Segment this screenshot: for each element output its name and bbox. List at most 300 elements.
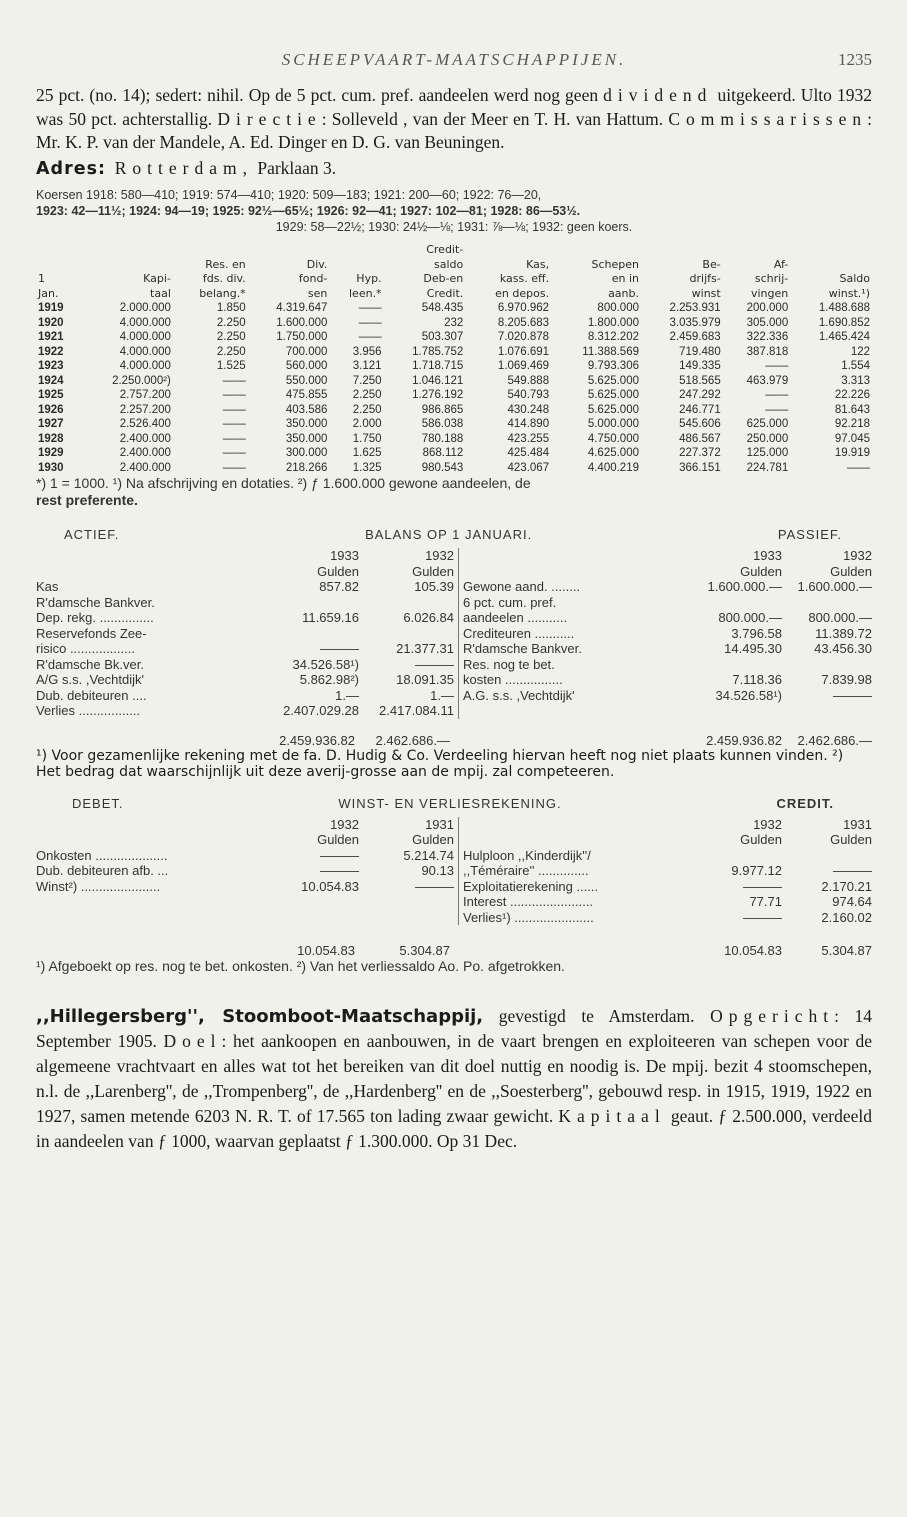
row-label: A.G. s.s. ,Vechtdijk' [463, 687, 575, 703]
row-label: Res. nog te bet. [463, 656, 555, 672]
table-cell: 4.000.000 [119, 316, 171, 329]
list-item [463, 626, 872, 642]
balans-right-title: PASSIEF. [777, 527, 842, 542]
row-value: 6.026.84 [403, 610, 454, 625]
list-item [463, 579, 872, 595]
wv-footnote: ¹) Afgeboekt op res. nog te bet. onkosten. ²) Van het verliessaldo Ao. Po. afgetrokken. [36, 958, 565, 974]
balans-passief-year-header: 1933 1932 [753, 548, 872, 563]
table-cell: 2.000.000 [119, 302, 171, 314]
row-value: 18.091.35 [396, 672, 454, 687]
history-col-header-line: Res. en [205, 257, 246, 271]
row-label: Dep. rekg. ............... [36, 610, 154, 625]
table-cell: 81.643 [834, 403, 870, 416]
row-label: A/G s.s. ,Vechtdijk' [36, 672, 144, 687]
row-label: ,,Téméraire'' .............. [463, 863, 589, 878]
table-cell: 1929 [38, 447, 64, 459]
list-item [36, 688, 454, 704]
history-col-header [36, 243, 80, 301]
table-cell: 250.000 [746, 432, 789, 445]
row-value: 2.417.084.11 [379, 703, 454, 718]
row-value: 5.214.74 [403, 847, 454, 863]
balans-actief-unit-header: Gulden Gulden [317, 563, 454, 579]
history-table-header [36, 243, 872, 301]
table-row [36, 330, 872, 345]
table-cell: 3.035.979 [669, 316, 721, 329]
row-value [672, 657, 782, 673]
row-value: ——— [320, 863, 359, 878]
list-item [36, 672, 454, 688]
table-cell: 719.480 [679, 345, 721, 358]
table-cell: —— [222, 403, 246, 416]
table-row [36, 374, 872, 389]
history-table-body [36, 301, 872, 475]
wv-credit [459, 817, 872, 926]
table-cell: 224.781 [746, 461, 789, 474]
row-value: 1.600.000.— [707, 579, 782, 594]
list-item [36, 863, 454, 879]
table-cell: 549.888 [507, 374, 550, 387]
history-col-header-line: Kas, [526, 257, 550, 271]
wv-center-title: WINST- EN VERLIESREKENING. [338, 795, 562, 811]
table-cell: 1925 [38, 389, 64, 401]
table-cell: 1928 [38, 432, 64, 445]
row-value: 10.054.83 [301, 878, 359, 894]
row-value: 1.— [335, 687, 359, 703]
table-cell: 149.335 [679, 360, 721, 372]
history-col-header [723, 243, 791, 301]
balans-total-passief-1933: 2.459.936.82 [706, 732, 782, 748]
intro-paragraph: 25 pct. (no. 14); sedert: nihil. Op de 5 pct. cum. pref. aandeelen werd nog geen dividend uitgekeerd. Ulto 1932 was 50 pct. achterstallig. Directie: Solleveld , van der Meer en T. H. van Hattum. Commissarissen: Mr. K. P. van der Mandele, A. Ed. Dinger en D. G. van Beuningen. [36, 85, 872, 152]
wv-left-title: DEBET. [72, 795, 124, 811]
table-cell: 227.372 [679, 447, 721, 459]
table-cell: 414.890 [507, 418, 550, 430]
wv-total-debet-1932: 10.054.83 [297, 943, 355, 958]
table-cell: 8.205.683 [497, 316, 550, 329]
wv-total-credit-1931: 5.304.87 [821, 943, 872, 958]
row-label: Verlies ................. [36, 703, 141, 718]
balans-passief [459, 548, 872, 719]
table-cell: 4.319.647 [276, 302, 328, 314]
table-cell: 1.718.715 [412, 360, 464, 372]
wv-title-row [36, 796, 872, 811]
table-cell: 780.188 [421, 432, 464, 445]
balans-title-row [36, 527, 872, 542]
row-value: 1.600.000.— [797, 579, 872, 594]
running-header [36, 50, 872, 84]
table-cell: 6.970.962 [497, 302, 550, 314]
table-cell: —— [765, 389, 789, 401]
history-note [36, 475, 872, 509]
row-value: 21.377.31 [396, 641, 454, 656]
table-cell: 1.625 [352, 447, 382, 459]
table-cell: 2.250 [216, 331, 246, 343]
list-item [463, 879, 872, 895]
table-cell: 4.000.000 [119, 331, 171, 343]
row-value [672, 595, 782, 611]
table-row [36, 432, 872, 447]
list-item [463, 610, 872, 626]
row-value: 14.495.30 [724, 641, 782, 656]
table-cell: 4.750.000 [587, 432, 639, 445]
table-row [36, 345, 872, 360]
table-cell: 1.488.688 [818, 302, 870, 314]
history-col-header-line: aanb. [608, 286, 639, 300]
table-cell: 1.325 [352, 461, 382, 474]
table-cell: 122 [850, 345, 870, 358]
history-col-header-line: Deb-en [423, 272, 464, 285]
row-value: 7.118.36 [732, 672, 782, 687]
history-col-header [641, 243, 723, 301]
table-cell: —— [358, 316, 382, 329]
row-label: Reservefonds Zee- [36, 625, 147, 641]
table-cell: —— [847, 461, 870, 474]
row-value: 9.977.12 [731, 863, 782, 878]
table-cell: 3.313 [841, 374, 870, 387]
balans-total-passief-1932: 2.462.686.— [797, 732, 872, 748]
row-value: 11.389.72 [815, 625, 872, 641]
table-cell: 1.750 [352, 432, 382, 445]
row-value: 974.64 [832, 894, 872, 909]
row-value: ——— [833, 863, 872, 878]
table-row [36, 316, 872, 331]
row-value: 1.— [430, 687, 454, 703]
wv-debet [36, 817, 459, 926]
row-label: Gewone aand. ........ [463, 579, 581, 594]
table-cell: 246.771 [679, 403, 721, 416]
table-cell: 125.000 [746, 447, 789, 459]
koersen-block [36, 187, 872, 235]
table-cell: 5.625.000 [587, 389, 639, 401]
balans-total-actief-1933: 2.459.936.82 [279, 732, 355, 748]
table-cell: 19.919 [834, 447, 870, 459]
table-cell: 2.250.000²) [112, 374, 171, 387]
history-col-header-line: kass. eff. [499, 272, 550, 285]
table-row [36, 301, 872, 316]
table-cell: 540.793 [507, 389, 550, 401]
page [36, 50, 872, 1172]
table-row [36, 388, 872, 403]
row-label: Dub. debiteuren .... [36, 687, 147, 703]
table-cell: 486.567 [679, 432, 721, 445]
row-label: Kas [36, 579, 59, 594]
history-col-header-line: fond- [298, 272, 328, 285]
row-label: 6 pct. cum. pref. [463, 594, 557, 610]
koersen-line-2: 1923: 42—11½; 1924: 94—19; 1925: 92½—65½; 1926: 92—41; 1927: 102—81; 1928: 86—53½. [36, 204, 581, 218]
table-cell: 700.000 [285, 345, 328, 358]
row-label: Onkosten .................... [36, 847, 168, 863]
wv-right-title: CREDIT. [776, 795, 834, 811]
row-value: 77.71 [749, 894, 782, 909]
history-col-header [329, 243, 383, 301]
table-cell: 2.250 [352, 389, 382, 401]
table-row [36, 461, 872, 476]
history-note-line-2: rest preferente. [36, 492, 138, 508]
row-label: Exploitatierekening ...... [463, 878, 599, 894]
history-col-header-line: leen.* [349, 286, 382, 300]
row-value [254, 595, 359, 611]
table-cell: 2.250 [216, 345, 246, 358]
history-col-header-line: vingen [750, 286, 789, 300]
row-value: 3.796.58 [731, 625, 782, 641]
list-item [463, 688, 872, 704]
table-row [36, 446, 872, 461]
history-col-header-line: Credit. [426, 286, 464, 300]
table-cell: 980.543 [421, 461, 464, 474]
row-value: 43.456.30 [814, 641, 872, 656]
history-col-header-line: Be- [702, 257, 721, 271]
table-cell: 475.855 [285, 389, 328, 401]
table-cell: 2.253.931 [669, 302, 721, 314]
history-table [36, 243, 872, 475]
table-cell: 2.459.683 [669, 331, 721, 343]
table-cell: —— [222, 374, 246, 387]
balans-total-actief-1932: 2.462.686.— [375, 732, 450, 748]
row-value: ——— [415, 878, 454, 894]
table-cell: 1.046.121 [412, 374, 464, 387]
row-label: kosten ................ [463, 672, 563, 687]
wv-debet-unit-header: Gulden Gulden [317, 832, 454, 847]
table-cell: 1919 [38, 302, 64, 314]
table-cell: 5.625.000 [587, 374, 639, 387]
row-value: 7.839.98 [821, 672, 872, 687]
table-cell: 545.606 [679, 418, 721, 430]
row-value [782, 595, 872, 611]
company-name: ,,Hillegersberg'', Stoomboot-Maatschappij, [36, 1006, 484, 1027]
table-cell: —— [222, 418, 246, 430]
table-cell: 1927 [38, 418, 64, 430]
list-item [463, 641, 872, 657]
table-cell: 625.000 [746, 418, 789, 430]
table-cell: 423.067 [507, 461, 550, 474]
row-value: ——— [743, 909, 782, 925]
table-cell: 4.625.000 [587, 447, 639, 459]
table-cell: 423.255 [507, 432, 550, 445]
wv-total-debet-1931: 5.304.87 [399, 943, 450, 958]
row-value: 34.526.58¹) [715, 687, 782, 703]
wv-credit-unit-header: Gulden Gulden [740, 832, 872, 847]
table-cell: 300.000 [285, 447, 328, 459]
list-item [36, 579, 454, 595]
row-label: Winst²) ...................... [36, 878, 161, 894]
table-cell: 7.020.878 [497, 331, 550, 343]
history-col-header [248, 243, 330, 301]
table-cell: 2.757.200 [119, 389, 171, 401]
table-cell: 986.865 [421, 403, 464, 416]
table-cell: 430.248 [507, 403, 550, 416]
table-cell: 4.400.219 [587, 461, 639, 474]
history-col-header-line: Kapi- [143, 272, 171, 285]
table-cell: 97.045 [834, 432, 870, 445]
table-cell: 586.038 [421, 418, 464, 430]
wv-sheet [36, 817, 872, 926]
table-cell: 1930 [38, 461, 64, 474]
table-cell: 1.554 [841, 360, 870, 372]
balans-totals [36, 733, 872, 748]
balans-footnote: ¹) Voor gezamenlijke rekening met de fa. D. Hudig & Co. Verdeeling hiervan heeft nog niet plaats kunnen vinden. ²) Het bedrag dat waarschijnlijk uit deze averij-grosse aan de mpij. zal competeeren. [36, 747, 844, 780]
table-row [36, 403, 872, 418]
history-col-header-line: drijfs- [689, 272, 721, 285]
table-cell: 1.069.469 [497, 360, 550, 372]
table-cell: 518.565 [679, 374, 721, 387]
balans-center-title: BALANS OP 1 JANUARI. [365, 527, 533, 542]
history-col-header [790, 243, 872, 301]
table-cell: 92.218 [834, 418, 870, 430]
history-col-header [173, 243, 248, 301]
table-cell: 232 [444, 316, 464, 329]
history-col-header-line: Hyp. [356, 272, 382, 285]
table-cell: 2.400.000 [119, 447, 171, 459]
table-cell: —— [765, 403, 789, 416]
table-cell: 1924 [38, 374, 64, 387]
history-col-header [465, 243, 551, 301]
history-col-header-line: en in [611, 272, 639, 285]
table-cell: 366.151 [679, 461, 721, 474]
history-col-header-line: winst.¹) [828, 286, 870, 300]
history-col-header-line: 1 [38, 272, 45, 285]
row-label: Dub. debiteuren afb. ... [36, 863, 169, 878]
table-cell: —— [222, 432, 246, 445]
row-value: 5.862.98²) [299, 672, 359, 687]
row-value: ——— [743, 878, 782, 894]
table-cell: 4.000.000 [119, 360, 171, 372]
row-value: 2.170.21 [821, 878, 872, 894]
row-label: Interest ....................... [463, 894, 594, 909]
balans-left-title: ACTIEF. [64, 527, 120, 542]
table-cell: 2.000 [352, 418, 382, 430]
list-item [36, 641, 454, 657]
history-col-header-line: Credit- [426, 243, 464, 256]
table-cell: 1.750.000 [276, 331, 328, 343]
table-cell: 1.600.000 [276, 316, 328, 329]
table-cell: 387.818 [746, 345, 789, 358]
list-item [36, 657, 454, 673]
history-col-header-line: winst [691, 286, 721, 300]
history-col-header-line: en depos. [495, 286, 550, 300]
history-col-header-line: fds. div. [202, 272, 246, 285]
table-cell: 403.586 [285, 403, 328, 416]
table-cell: 218.266 [285, 461, 328, 474]
table-cell: 550.000 [285, 374, 328, 387]
koersen-line-1: Koersen 1918: 580—410; 1919: 574—410; 1920: 509—183; 1921: 200—60; 1922: 76—20, [36, 188, 542, 202]
row-value: 105.39 [414, 579, 454, 594]
table-row [36, 417, 872, 432]
table-cell: 22.226 [834, 389, 870, 401]
list-item [463, 657, 872, 673]
balans-actief-year-header: 1933 1932 [330, 548, 454, 563]
table-row [36, 359, 872, 374]
table-cell: 1.276.192 [412, 389, 464, 401]
row-label: R'damsche Bk.ver. [36, 656, 144, 672]
page-number: 1235 [838, 50, 872, 69]
list-item [36, 703, 454, 719]
company-entry: ,,Hillegersberg'', Stoomboot-Maatschappij, gevestigd te Amsterdam. Opgericht: 14 September 1905. Doel: het aankoopen en aanbouwen, in de vaart brengen en exploiteeren van schepen voor de algemeene vrachtvaart en alles wat tot het bereiken van dit doel nuttig en noodig is. De mpij. bezit 4 stoomschepen, n.l. de ,,Larenberg'', de ,,Trompenberg'', de ,,Hardenberg'' en de ,,Soesterberg'', gebouwd resp. in 1915, 1919, 1922 en 1927, samen metende 6203 N. R. T. of 17.565 ton lading zwaar gewicht. Kapitaal geaut. ƒ 2.500.000, verdeeld in aandeelen van ƒ 1000, waarvan geplaatst ƒ 1.300.000. Op 31 Dec. [36, 1006, 872, 1151]
table-cell: 1922 [38, 345, 64, 358]
table-cell: 1.525 [216, 360, 246, 372]
history-col-header-line: Jan. [38, 286, 59, 300]
table-cell: —— [222, 447, 246, 459]
history-col-header [384, 243, 466, 301]
table-cell: 1.465.424 [818, 331, 870, 343]
table-cell: 5.625.000 [587, 403, 639, 416]
table-cell: 1923 [38, 360, 64, 372]
row-label: Crediteuren ........... [463, 625, 575, 641]
row-value [254, 626, 359, 642]
table-cell: 305.000 [746, 316, 789, 329]
table-cell: 2.526.400 [119, 418, 171, 430]
list-item [36, 595, 454, 611]
table-cell: 247.292 [679, 389, 721, 401]
table-cell: 560.000 [285, 360, 328, 372]
table-cell: 1.690.852 [818, 316, 870, 329]
table-cell: 1920 [38, 316, 64, 329]
row-value: ——— [833, 687, 872, 703]
table-cell: 800.000 [597, 302, 639, 314]
table-cell: 8.312.202 [587, 331, 639, 343]
table-cell: 350.000 [285, 432, 328, 445]
table-cell: 11.388.569 [582, 345, 639, 358]
row-value [782, 657, 872, 673]
row-label: Hulploon ,,Kinderdijk''/ [463, 847, 591, 863]
table-cell: 1921 [38, 331, 64, 343]
list-item [36, 626, 454, 642]
row-value [782, 848, 872, 864]
history-col-header-line: Schepen [591, 257, 639, 271]
row-label: aandeelen ........... [463, 610, 568, 625]
table-cell: 503.307 [421, 331, 464, 343]
adres-line: Adres: Rotterdam, Parklaan 3. [36, 157, 337, 179]
koersen-line-3: 1929: 58—22½; 1930: 24½—⅛; 1931: ⅞—⅛; 1932: geen koers. [275, 220, 633, 234]
history-col-header-line: Div. [306, 257, 328, 271]
table-cell: 5.000.000 [587, 418, 639, 430]
row-value: ——— [320, 641, 359, 656]
list-item [36, 610, 454, 626]
row-label: R'damsche Bankver. [463, 641, 582, 656]
history-col-header [80, 243, 173, 301]
row-value [359, 595, 454, 611]
history-col-header-line: belang.* [199, 286, 246, 300]
row-value: 857.82 [319, 579, 359, 594]
table-cell: 1926 [38, 403, 64, 416]
table-cell: 463.979 [746, 374, 789, 387]
row-value [359, 626, 454, 642]
list-item [463, 894, 872, 910]
table-cell: 1.785.752 [412, 345, 464, 358]
table-cell: 4.000.000 [119, 345, 171, 358]
row-value: 800.000.— [808, 610, 872, 625]
row-label: risico .................. [36, 641, 135, 656]
row-value: 800.000.— [718, 610, 782, 625]
table-cell: 200.000 [746, 302, 789, 314]
history-col-header-line: taal [150, 286, 171, 300]
history-col-header-line: schrij- [754, 272, 789, 285]
row-value: ——— [320, 847, 359, 863]
history-col-header-line: sen [307, 286, 328, 300]
list-item [463, 910, 872, 926]
table-cell: 9.793.306 [587, 360, 639, 372]
balans-sheet [36, 548, 872, 719]
table-cell: 1.850 [216, 302, 246, 314]
table-cell: —— [222, 389, 246, 401]
table-cell: 1.800.000 [587, 316, 639, 329]
row-label: R'damsche Bankver. [36, 594, 155, 610]
table-cell: 2.400.000 [119, 432, 171, 445]
table-cell: 350.000 [285, 418, 328, 430]
row-value [672, 848, 782, 864]
row-value: 2.160.02 [821, 909, 872, 925]
row-value: 2.407.029.28 [283, 703, 359, 718]
table-cell: 7.250 [352, 374, 382, 387]
wv-totals [36, 943, 872, 958]
